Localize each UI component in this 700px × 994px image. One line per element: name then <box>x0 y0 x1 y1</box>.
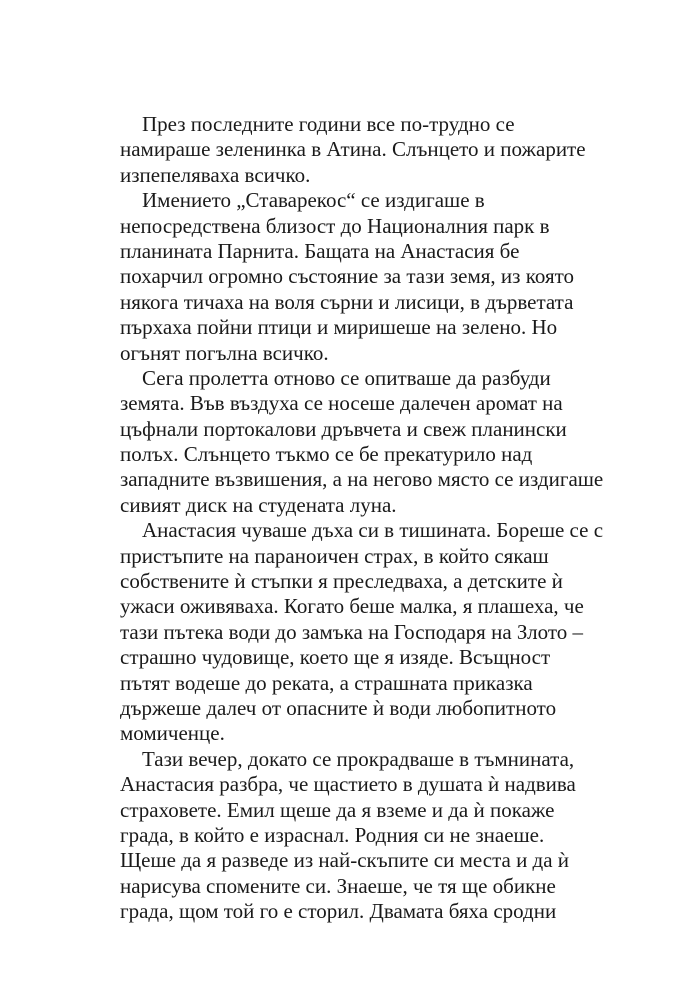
text-line: Сега пролетта отново се опитваше да разбуди <box>142 365 551 390</box>
text-line: Щеше да я разведе из най-скъпите си места и да ѝ <box>120 848 570 873</box>
body-text <box>120 112 604 925</box>
paragraph-1 <box>120 112 586 188</box>
text-line: държеше далеч от опасните ѝ води любопитното <box>120 695 557 720</box>
paragraph-5 <box>120 747 580 925</box>
text-line: огънят погълна всичко. <box>120 340 329 365</box>
text-line: цъфнали портокалови дръвчета и свеж планински <box>120 416 567 441</box>
text-line: момиченце. <box>120 721 225 746</box>
paragraph-2 <box>120 188 580 366</box>
text-line: сивият диск на студената луна. <box>120 492 397 517</box>
text-line: През последните години все по-трудно се <box>142 112 515 136</box>
text-line: пърхаха пойни птици и миришеше на зелено. Но <box>120 315 558 340</box>
text-line: нарисува спомените си. Знаеше, че тя ще обикне <box>120 873 556 898</box>
text-line: земята. Във въздуха се носеше далечен аромат на <box>120 391 563 416</box>
text-line: страшно чудовище, което ще я изяде. Всъщност <box>120 645 551 670</box>
text-line: Анастасия разбра, че щастието в душата ѝ надвива <box>120 772 576 797</box>
text-line: страховете. Емил щеше да я вземе и да ѝ покаже <box>120 797 555 822</box>
text-line: Тази вечер, докато се прокрадваше в тъмнината, <box>142 746 575 771</box>
text-line: западните възвишения, а на негово място се издигаше <box>120 467 604 492</box>
text-line: полъх. Слънцето тъкмо се бе прекатурило над <box>120 442 533 467</box>
text-line: ужаси оживяваха. Когато беше малка, я плашеха, че <box>120 594 584 619</box>
text-line: непосредствена близост до Националния парк в <box>120 213 550 238</box>
text-line: изпепеляваха всичко. <box>120 162 311 187</box>
text-line: Имението „Ставарекос“ се издигаше в <box>142 188 485 213</box>
text-line: пристъпите на параноичен страх, в който сякаш <box>120 543 549 568</box>
text-line: града, в който е израснал. Родния си не знаеше. <box>120 822 545 847</box>
text-line: намираше зеленинка в Атина. Слънцето и пожарите <box>120 137 586 162</box>
text-line: собствените ѝ стъпки я преследваха, а детските ѝ <box>120 569 563 594</box>
text-line: тази пътека води до замъка на Господаря на Злото – <box>120 619 583 644</box>
text-line: похарчил огромно състояние за тази земя, из която <box>120 264 575 289</box>
text-line: града, щом той го е сторил. Двамата бяха сродни <box>120 899 557 924</box>
text-line: планината Парнита. Бащата на Анастасия бе <box>120 238 520 263</box>
text-line: пътят водеше до реката, а страшната приказка <box>120 670 533 695</box>
text-line: някога тичаха на воля сърни и лисици, в дърветата <box>120 289 574 314</box>
text-line: Анастасия чуваше дъха си в тишината. Бореше се с <box>142 518 604 543</box>
paragraph-4 <box>120 518 604 747</box>
paragraph-3 <box>120 365 604 518</box>
